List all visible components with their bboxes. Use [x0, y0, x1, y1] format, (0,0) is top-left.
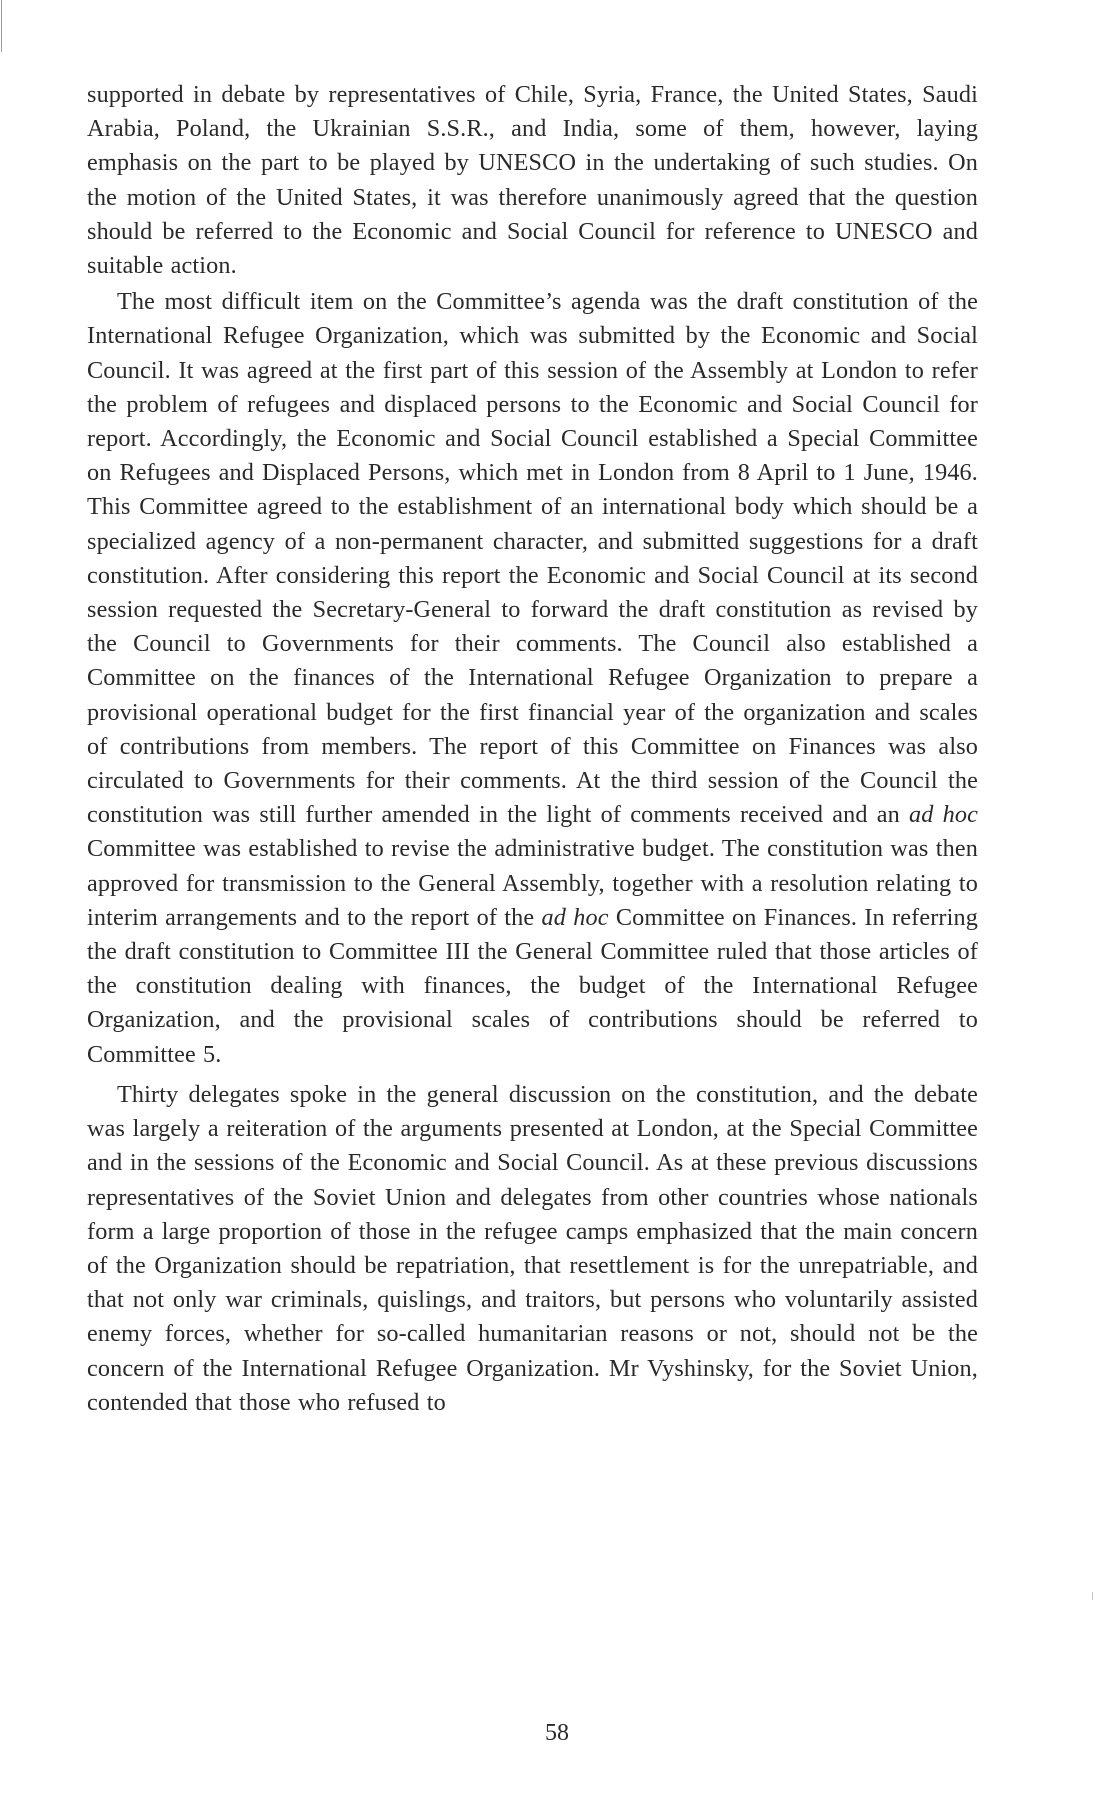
paragraph-segment: Thirty delegates spoke in the general discussion on the constitution, and the debate was largely a reiteration of the arguments presented at London, at the Special Committee and in the sessions of the Economic and Social Council. As at these previous discussions representatives of the Soviet Union and delegates from other countries whose nationals form a large proportion of those in the refugee camps emphasized that the main concern of the Organization should be repatriation, that resettlement is for the unrepatriable, and that not only war criminals, quislings, and traitors, but persons who voluntarily assisted enemy forces, whether for so-called humanitarian reasons or not, should not be the concern of the International Refugee Organization. Mr Vyshinsky, for the Soviet Union, contended that those who refused to: [87, 1080, 978, 1416]
scan-edge-mark: [1, 0, 2, 52]
scan-speck: [1092, 1592, 1093, 1600]
paragraph-segment: The most difficult item on the Committee’s agenda was the draft constitution of the International Refugee Organization, which was submitted by the Economic and Social Council. It was agreed at the first part of this session of the Assembly at London to refer the problem of refugees and displaced persons to the Economic and Social Council for report. Accordingly, the Economic and Social Council established a Special Committee on Refugees and Displaced Persons, which met in London from 8 April to 1 June, 1946. This Committee agreed to the establishment of an international body which should be a specialized agency of a non-permanent character, and submitted suggestions for a draft constitution. After considering this report the Economic and Social Council at its second session requested the Secretary-General to forward the draft constitution as revised by the Council to Governments for their comments. The Council also established a Committee on the finances of the International Refugee Organization to prepare a provisional operational budget for the first financial year of the organization and scales of contributions from members. The report of this Committee on Finances was also circulated to Governments for their comments. At the third session of the Council the constitution was still further amended in the light of comments received and an: [87, 288, 978, 829]
paragraph-refugee-organization: [87, 285, 978, 1072]
paragraph-general-discussion: [87, 1078, 978, 1420]
paragraph-segment: supported in debate by representatives of Chile, Syria, France, the United States, Saudi Arabia, Poland, the Ukrainian S.S.R., and India, some of them, however, laying emphasis on the part to be played by UNESCO in the undertaking of such studies. On the motion of the United States, it was therefore unanimously agreed that the question should be referred to the Economic and Social Council for reference to UNESCO and suitable action.: [87, 81, 978, 280]
page-number: 58: [545, 1720, 569, 1746]
paragraph-segment: Committee was established to revise the administrative budget. The constitution was then approved for transmission to the General Assembly, together with a resolution relating to interim arrangements and to the report of the: [87, 835, 978, 931]
italic-term: ad hoc: [909, 801, 978, 829]
italic-term: ad hoc: [541, 903, 609, 931]
paragraph-segment: Committee on Finances. In referring the draft constitution to Committee III the General Committee ruled that those articles of the constitution dealing with finances, the budget of the International Refugee Organization, and the provisional scales of contributions should be referred to Committee 5.: [87, 903, 978, 1068]
body-text: [87, 78, 978, 1420]
paragraph-continuation: [87, 78, 978, 283]
